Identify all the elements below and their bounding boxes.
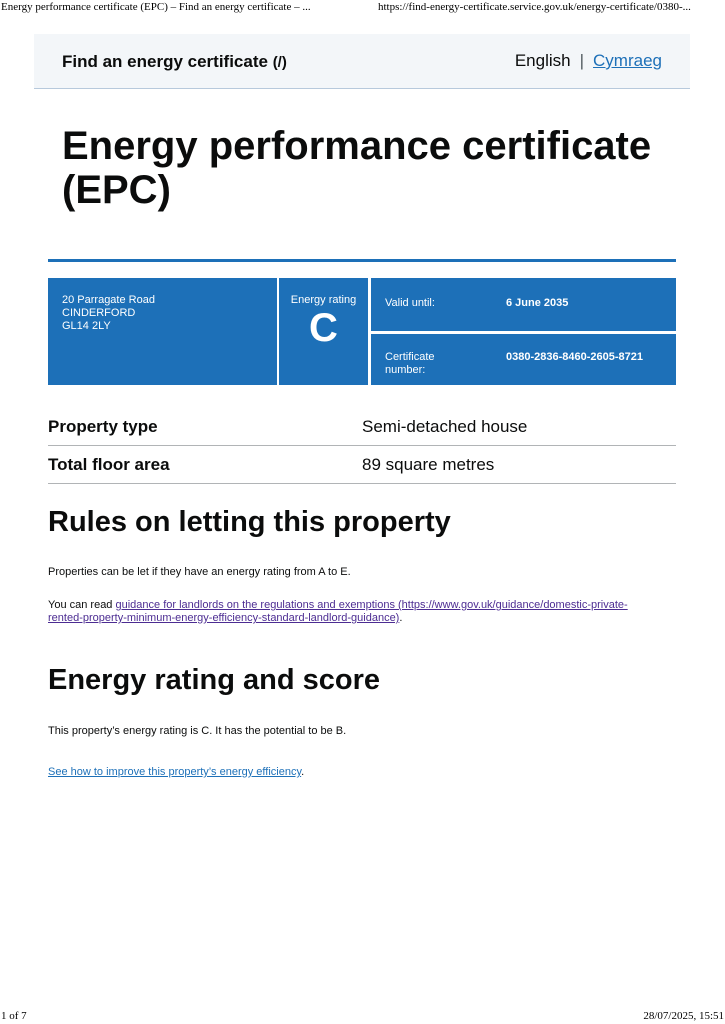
property-address <box>62 294 155 333</box>
print-footer <box>0 1008 725 1024</box>
rating-cell <box>279 278 368 385</box>
service-home-link-text: (/) <box>272 54 287 71</box>
title-divider <box>48 259 676 262</box>
certificate-number-value: 0380-2836-8460-2605-8721 <box>506 351 644 363</box>
epc-summary-card <box>48 278 676 385</box>
certificate-number-cell <box>371 334 676 385</box>
energy-rating-text: This property’s energy rating is C. It has the potential to be B. <box>48 725 347 737</box>
property-summary-list <box>48 408 676 484</box>
print-header <box>0 0 725 16</box>
landlord-guidance-paragraph <box>48 599 660 625</box>
landlord-guidance-link[interactable]: guidance for landlords on the regulations and exemptions (https://www.gov.uk/guidance/domestic-private-rented-property-minimum-energy-efficiency-standard-landlord-guidance) <box>48 599 628 624</box>
print-page-title: Energy performance certificate (EPC) – Find an energy certificate – ... <box>1 1 311 13</box>
print-page-counter: 1 of 7 <box>1 1010 27 1022</box>
valid-until-cell <box>371 278 676 331</box>
print-datetime: 28/07/2025, 15:51 <box>643 1010 724 1022</box>
print-url: https://find-energy-certificate.service.gov.uk/energy-certificate/0380-... <box>378 1 691 13</box>
guidance-prefix: You can read <box>48 599 116 611</box>
summary-row <box>48 446 676 484</box>
energy-rating-label: Energy rating <box>290 294 357 306</box>
improve-link-suffix: . <box>301 766 305 778</box>
energy-rating-letter: C <box>309 306 338 350</box>
valid-until-label: Valid until: <box>385 297 435 309</box>
improve-efficiency-link[interactable]: See how to improve this property’s energy efficiency <box>48 766 302 778</box>
service-header <box>34 34 690 89</box>
valid-until-value: 6 June 2035 <box>506 297 569 309</box>
energy-rating-heading: Energy rating and score <box>48 664 380 696</box>
address-cell <box>48 278 277 385</box>
summary-key: Property type <box>48 417 158 436</box>
summary-value: 89 square metres <box>362 455 495 474</box>
summary-value: Semi-detached house <box>362 417 528 436</box>
address-line-3: GL14 2LY <box>62 320 111 332</box>
language-link-cymraeg[interactable]: Cymraeg <box>593 51 662 70</box>
letting-rules-heading: Rules on letting this property <box>48 506 451 538</box>
certificate-number-label: Certificate number: <box>385 351 435 376</box>
service-name-text: Find an energy certificate <box>62 52 268 71</box>
improve-efficiency-paragraph <box>48 766 660 779</box>
guidance-suffix: . <box>399 612 403 624</box>
address-line-1: 20 Parragate Road <box>62 294 155 306</box>
service-name[interactable] <box>62 52 287 72</box>
summary-key: Total floor area <box>48 455 170 474</box>
language-separator: | <box>579 51 585 70</box>
page-title: Energy performance certificate (EPC) <box>62 124 652 212</box>
language-current: English <box>514 51 571 70</box>
language-switcher <box>515 51 662 71</box>
address-line-2: CINDERFORD <box>62 307 136 319</box>
letting-rules-text: Properties can be let if they have an energy rating from A to E. <box>48 566 351 578</box>
summary-row <box>48 408 676 446</box>
